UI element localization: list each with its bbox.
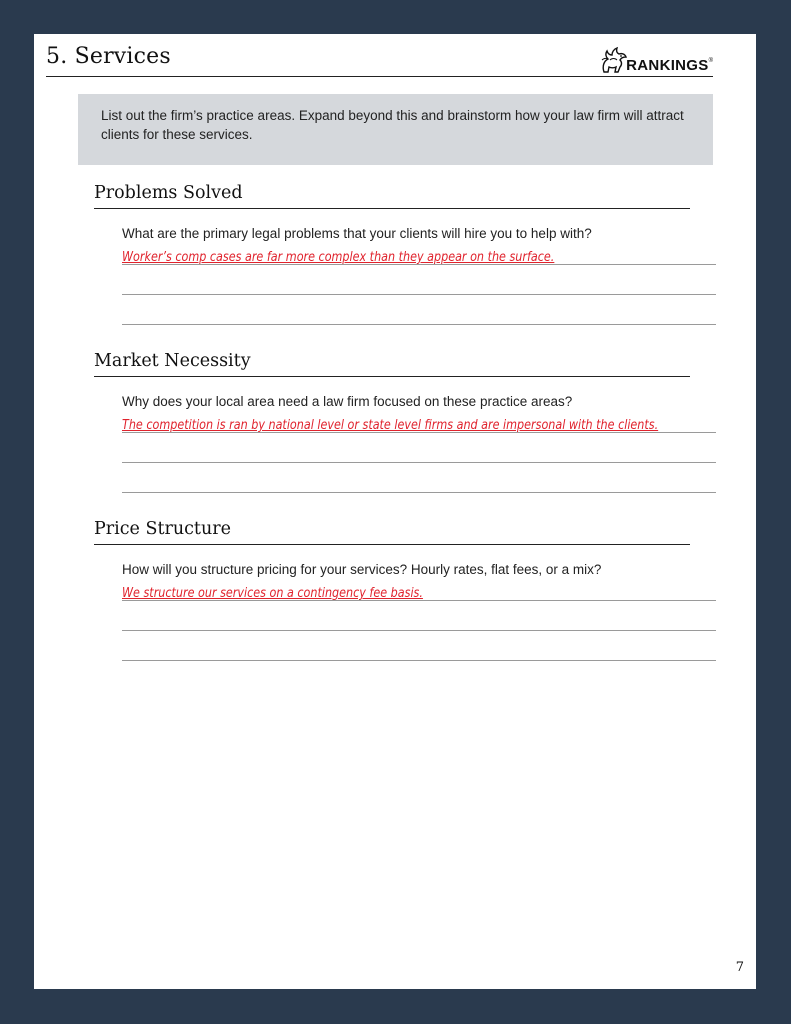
griffin-icon (598, 46, 628, 74)
rankings-logo (598, 46, 713, 74)
answer-line[interactable] (122, 601, 716, 631)
section-heading: Problems Solved (94, 182, 690, 209)
logo-text: RANKINGS (626, 57, 709, 74)
answer-line[interactable] (122, 416, 716, 433)
answer-field[interactable] (122, 584, 716, 661)
answer-field[interactable] (122, 248, 716, 325)
answer-text: Worker’s comp cases are far more complex than they appear on the surface. (122, 250, 555, 265)
section-heading: Price Structure (94, 518, 690, 545)
page-title: 5. Services (46, 44, 171, 69)
section-heading: Market Necessity (94, 350, 690, 377)
answer-text: The competition is ran by national level or state level firms and are impersonal with the clients. (122, 418, 659, 433)
answer-line[interactable] (122, 433, 716, 463)
document-page (34, 34, 756, 989)
answer-line[interactable] (122, 295, 716, 325)
intro-text: List out the firm’s practice areas. Expand beyond this and brainstorm how your law firm will attract clients for these services. (101, 108, 684, 142)
intro-box (78, 94, 713, 165)
section-question: What are the primary legal problems that your clients will hire you to help with? (122, 226, 592, 241)
section-price-structure (94, 518, 690, 601)
page-number: 7 (735, 960, 744, 975)
answer-line[interactable] (122, 248, 716, 265)
section-market-necessity (94, 350, 690, 433)
answer-line[interactable] (122, 631, 716, 661)
answer-line[interactable] (122, 265, 716, 295)
answer-text: We structure our services on a contingency fee basis. (122, 586, 423, 601)
registered-mark: ® (708, 58, 713, 64)
section-question: Why does your local area need a law firm focused on these practice areas? (122, 394, 573, 409)
section-question: How will you structure pricing for your services? Hourly rates, flat fees, or a mix? (122, 562, 602, 577)
answer-line[interactable] (122, 584, 716, 601)
section-problems-solved (94, 182, 690, 265)
answer-field[interactable] (122, 416, 716, 493)
answer-line[interactable] (122, 463, 716, 493)
page-header (46, 44, 713, 77)
